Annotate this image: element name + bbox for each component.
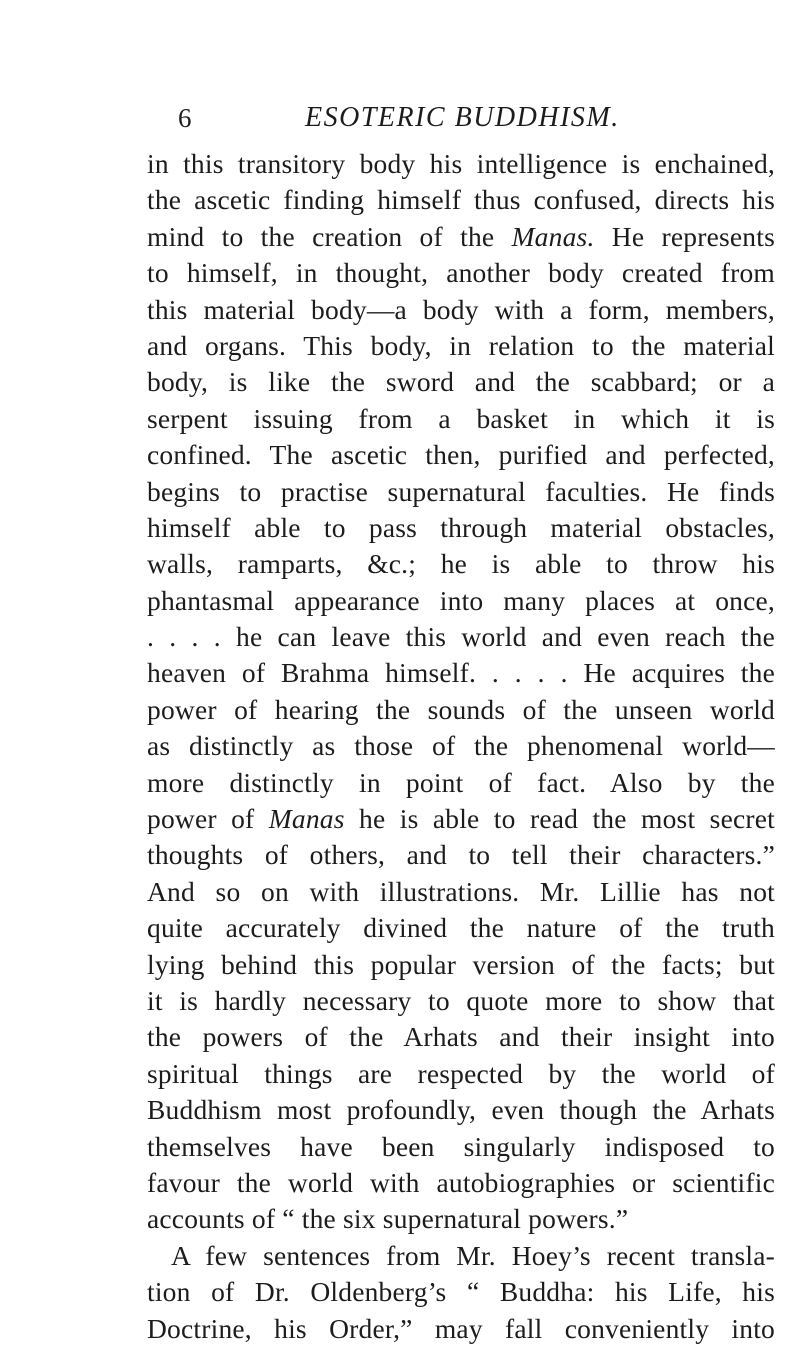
text-line <box>147 983 775 1019</box>
page-number: 6 <box>178 103 192 133</box>
text-segment: as distinctly as those of the phenomenal world— <box>147 730 775 762</box>
text-line <box>147 947 775 983</box>
text-segment: Buddhism most profoundly, even though the Arhats <box>147 1094 775 1126</box>
italic-term: Manas <box>268 803 345 835</box>
text-line <box>147 1238 775 1274</box>
text-line <box>147 1311 775 1347</box>
text-segment: favour the world with autobiographies or scientific <box>147 1166 775 1198</box>
text-segment: And so on with illustrations. Mr. Lillie has not <box>147 875 775 907</box>
text-line <box>147 510 775 546</box>
text-line <box>147 255 775 291</box>
text-segment: power of <box>147 803 269 835</box>
text-segment: serpent issuing from a basket in which it is <box>147 402 775 434</box>
text-line <box>147 619 775 655</box>
text-segment: more distinctly in point of fact. Also by the <box>147 766 775 798</box>
text-segment: power of hearing the sounds of the unseen world <box>147 693 775 725</box>
text-segment: lying behind this popular version of the facts; but <box>147 948 775 980</box>
text-segment: spiritual things are respected by the world of <box>147 1057 775 1089</box>
text-line <box>147 546 775 582</box>
text-segment: to himself, in thought, another body created from <box>147 257 775 289</box>
text-segment: confined. The ascetic then, purified and perfected, <box>147 439 775 471</box>
text-line <box>147 910 775 946</box>
text-segment: this material body—a body with a form, members, <box>147 293 775 325</box>
text-segment: and organs. This body, in relation to the material <box>147 329 775 361</box>
text-line <box>147 765 775 801</box>
text-segment: heaven of Brahma himself. . . . . He acquires the <box>147 657 775 689</box>
text-segment: . . . . he can leave this world and even reach the <box>147 621 775 653</box>
text-segment: thoughts of others, and to tell their characters.” <box>147 839 775 871</box>
text-segment: mind to the creation of the <box>147 220 512 252</box>
text-segment: walls, ramparts, &c.; he is able to throw his <box>147 548 775 580</box>
text-line <box>147 728 775 764</box>
text-line <box>147 328 775 364</box>
text-line <box>147 219 775 255</box>
text-segment: accounts of “ the six supernatural powers.” <box>147 1203 629 1235</box>
text-segment: themselves have been singularly indisposed to <box>147 1130 775 1162</box>
text-line <box>147 1165 775 1201</box>
text-segment: himself able to pass through material obstacles, <box>147 511 775 543</box>
running-head: ESOTERIC BUDDHISM. <box>305 102 620 133</box>
text-segment: the ascetic finding himself thus confused, directs his <box>147 184 775 216</box>
text-line <box>147 146 775 182</box>
text-segment: it is hardly necessary to quote more to show that <box>147 984 775 1016</box>
text-segment: the powers of the Arhats and their insight into <box>147 1021 775 1053</box>
text-segment: in this transitory body his intelligence is enchained, <box>147 148 775 179</box>
text-line <box>147 364 775 400</box>
text-line <box>147 1019 775 1055</box>
text-line <box>147 401 775 437</box>
text-line <box>147 292 775 328</box>
text-line <box>147 1201 775 1237</box>
text-line <box>147 1274 775 1310</box>
text-segment: He represents <box>594 220 775 252</box>
text-line <box>147 1129 775 1165</box>
text-segment: quite accurately divined the nature of the truth <box>147 912 775 944</box>
text-line <box>147 437 775 473</box>
text-line <box>147 182 775 218</box>
text-line <box>147 801 775 837</box>
text-line <box>147 874 775 910</box>
text-line <box>147 1092 775 1128</box>
text-line <box>147 1056 775 1092</box>
text-segment: begins to practise supernatural faculties. He finds <box>147 475 775 507</box>
text-segment: body, is like the sword and the scabbard; or a <box>147 366 775 398</box>
text-segment: Doctrine, his Order,” may fall conveniently into <box>147 1312 775 1344</box>
text-line <box>147 655 775 691</box>
text-segment: A few sentences from Mr. Hoey’s recent transla- <box>171 1239 775 1271</box>
text-line <box>147 583 775 619</box>
text-segment: phantasmal appearance into many places at once, <box>147 584 775 616</box>
text-line <box>147 837 775 873</box>
page-header <box>0 98 801 138</box>
body-text <box>147 146 775 1347</box>
text-segment: tion of Dr. Oldenberg’s “ Buddha: his Life, his <box>147 1276 775 1308</box>
text-segment: he is able to read the most secret <box>344 803 775 835</box>
italic-term: Manas. <box>511 220 595 252</box>
text-line <box>147 474 775 510</box>
text-line <box>147 692 775 728</box>
